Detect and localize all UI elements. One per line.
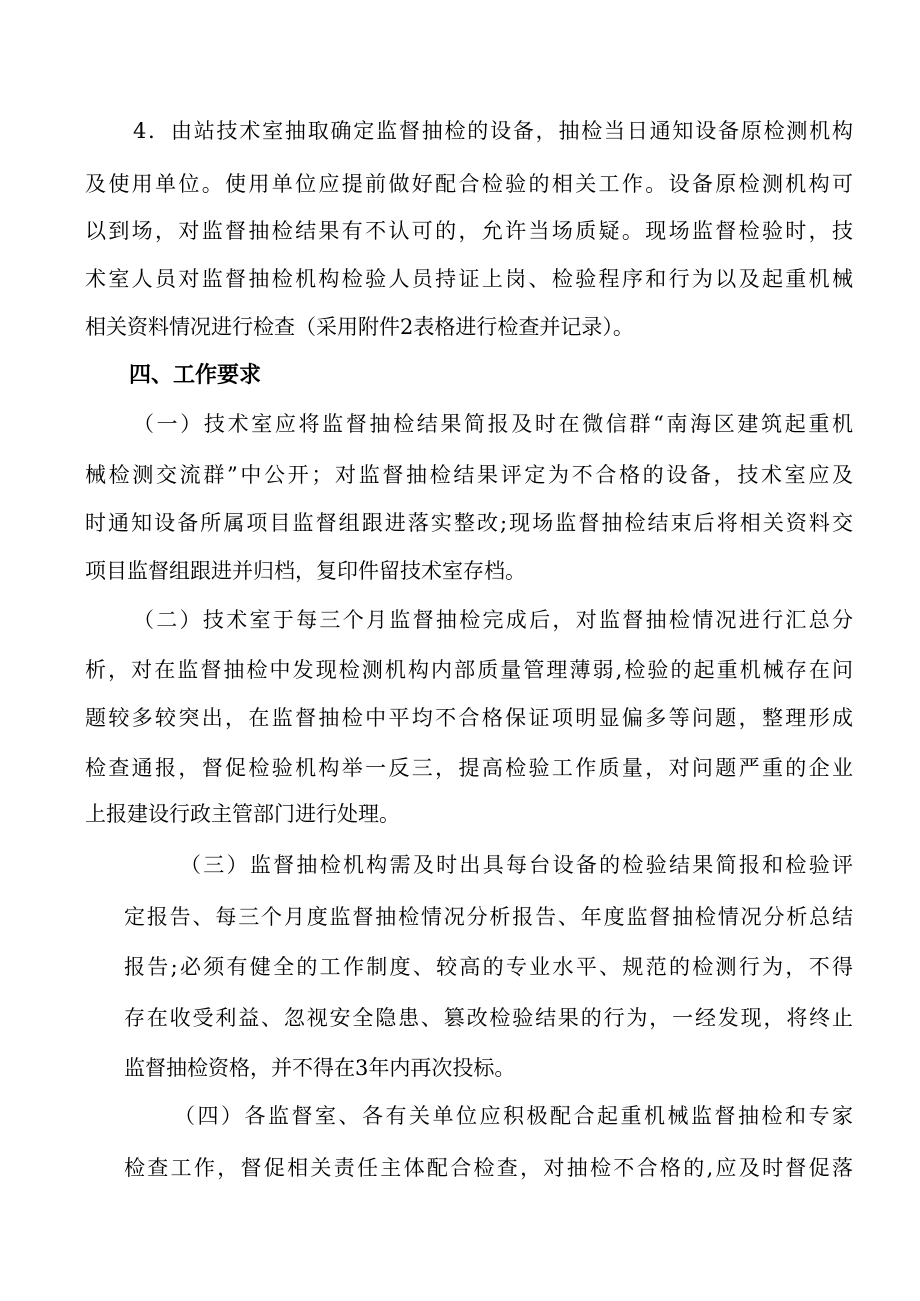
paragraph-line: 检查通报，督促检验机构举一反三，提高检验工作质量，对问题严重的企业 [85, 756, 853, 780]
section-heading: 四、工作要求 [129, 363, 262, 388]
paragraph-line: 及使用单位。使用单位应提前做好配合检验的相关工作。设备原检测机构可 [85, 172, 853, 196]
paragraph-line: 析，对在监督抽检中发现检测机构内部质量管理薄弱,检验的起重机械存在问 [85, 658, 853, 682]
paragraph-line: 4．由站技术室抽取确定监督抽检的设备，抽检当日通知设备原检测机构 [133, 119, 853, 143]
paragraph-line: 相关资料情况进行检查（采用附件2表格进行检查并记录）。 [85, 315, 634, 339]
paragraph-line: 存在收受利益、忽视安全隐患、篡改检验结果的行为，一经发现，将终止 [124, 1006, 853, 1030]
paragraph-line: 上报建设行政主管部门进行处理。 [85, 802, 400, 826]
paragraph-line: 项目监督组跟进并归档，复印件留技术室存档。 [85, 559, 526, 583]
paragraph-line: （一）技术室应将监督抽检结果简报及时在微信群“南海区建筑起重机 [133, 412, 853, 436]
paragraph-line: 监督抽检资格，并不得在3年内再次投标。 [124, 1056, 516, 1080]
paragraph-line: 定报告、每三个月度监督抽检情况分析报告、年度监督抽检情况分析总结 [124, 905, 853, 929]
paragraph-line: 检查工作，督促相关责任主体配合检查，对抽检不合格的,应及时督促落 [124, 1156, 853, 1180]
paragraph-line: （二）技术室于每三个月监督抽检完成后，对监督抽检情况进行汇总分 [133, 608, 853, 632]
paragraph-line: 以到场，对监督抽检结果有不认可的，允许当场质疑。现场监督检验时，技 [85, 219, 853, 243]
paragraph-line: 报告;必须有健全的工作制度、较高的专业水平、规范的检测行为，不得 [124, 955, 853, 979]
paragraph-line: （四）各监督室、各有关单位应积极配合起重机械监督抽检和专家 [174, 1104, 853, 1128]
paragraph-line: （三）监督抽检机构需及时出具每台设备的检验结果简报和检验评 [180, 853, 853, 877]
paragraph-line: 械检测交流群”中公开；对监督抽检结果评定为不合格的设备，技术室应及 [85, 463, 853, 487]
paragraph-line: 术室人员对监督抽检机构检验人员持证上岗、检验程序和行为以及起重机械 [85, 267, 853, 291]
paragraph-line: 时通知设备所属项目监督组跟进落实整改;现场监督抽检结束后将相关资料交 [85, 511, 853, 535]
paragraph-line: 题较多较突出，在监督抽检中平均不合格保证项明显偏多等问题，整理形成 [85, 706, 853, 730]
